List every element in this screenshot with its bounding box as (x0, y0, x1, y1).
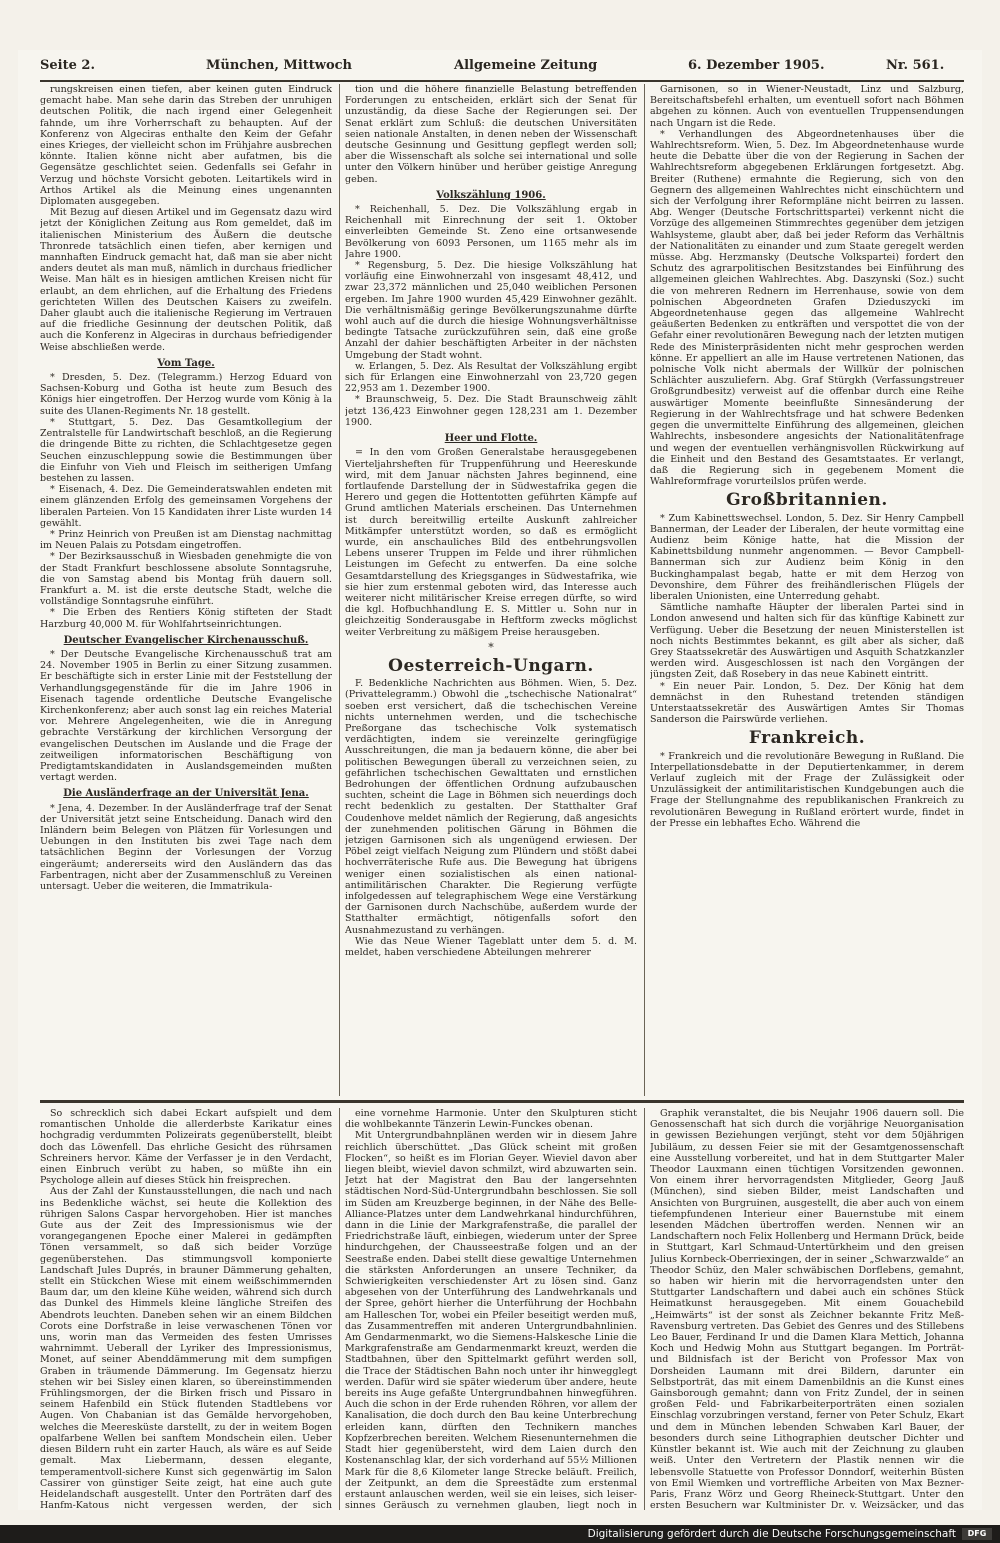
upper-column-3 (650, 84, 964, 1096)
feuilleton-text: Graphik veranstaltet, die bis Neujahr 1906 dauern soll. Die Genossenschaft hat sich durch die vorjährige Neuorganisation in gewissen Beziehungen verjüngt, steht vor dem 50jährigen Jubiläum, zu dessen Feier sie mit der Gesamtgenossenschaft eine Ausstellung vorbereitet, und hat in dem Stuttgarter Maler Theodor Lauxmann einen tüchtigen Vorsitzenden gewonnen. Von einem ihrer hervorragendsten Mitglieder, Georg Jauß (München), sind sieben Bilder, meist Landschaften und Ansichten von Burgruinen, ausgestellt, die aber auch von einem tiefempfundenen Interieur einer Bauernstube mit einem lesenden Mädchen übertroffen werden. Nennen wir an Landschaftern noch Felix Hollenberg und Hermann Drück, beide in Stuttgart, Karl Schmaud-Untertürkheim und den greisen Julius Kornbeck-Oberriexingen, der in seiner „Schwarzwalde“ an Theodor Schüz, den Maler schwäbischen Dorflebens, gemahnt, so haben wir hierin mit die hervorragendsten unter den Stuttgarter Landschaftern und dabei auch ein schönes Stück Heimatkunst herausgegeben. Mit einem Gouachebild „Heimwärts“ ist der sonst als Zeichner bekannte Fritz Meß-Ravensburg vertreten. Das Gebiet des Genres und des Stillebens Leo Bauer, Ferdinand Ir und die Damen Klara Mettich, Johanna Koch und Hedwig Mohn aus Stuttgart begangen. Im Porträt- und Bildnisfach ist der Bericht von Professor Max von Dorsheiden Laumann mit drei Bildern, darunter ein Selbstporträt, das mit einem Damenbildnis an die Kunst eines Gainsborough gemahnt; dann von Fritz Zundel, der in seinen großen Feld- und Fabrikarbeiterporträten einen sozialen Einschlag vorzubringen verstand, ferner von Peter Schulz, Ekart und dem in München lebenden Schwaben Karl Bauer, der besonders durch seine Lithographien deutscher Dichter und Künstler bekannt ist. Wie auch mit der Zeichnung zu glauben weiß. Unter den Vertretern der Plastik nennen wir die lebensvolle Statuette von Professor Donndorf, weiterhin Büsten von Emil Wiemken und vortreffliche Arbeiten von Max Bezner-Paris, Franz Wörz und Georg Rheineck-Stuttgart. Unter den ersten Besuchern war Kultminister Dr. v. Weizsäcker, und das (650, 1108, 964, 1510)
section-heading: Heer und Flotte. (444, 433, 538, 445)
news-item: * Regensburg, 5. Dez. Die hiesige Volkszählung hat vorläufig eine Einwohnerzahl von insgesamt 48,412, und zwar 23,372 männlichen und 25,040 weiblichen Personen ergeben. Im Jahre 1900 wurden 45,429 Einwohner gezählt. Die verhältnismäßig geringe Bevölkerungszunahme dürfte wohl auch auf die durch die hiesige Wohnungsverhältnisse bedingte Tatsache zurückzuführen sein, daß eine große Anzahl der dahier beschäftigten Arbeiter in der nächsten Umgebung der Stadt wohnt. (345, 260, 637, 361)
news-item: * Verhandlungen des Abgeordnetenhauses über die Wahlrechtsreform. Wien, 5. Dez. Im Abgeordnetenhause wurde heute die Debatte über die von der Regierung in Sachen der Wahlrechtsreform abgegebenen Erklärungen fortgesetzt. Abg. Breiter (Ruthene) ermahnte die Regierung, sich von den Gegnern des allgemeinen Wahlrechtes nicht einschüchtern und sich der Verfolgung ihrer Reformpläne nicht beirren zu lassen. Abg. Wenger (Deutsche Fortschrittspartei) verkennt nicht die Vorzüge des allgemeinen Stimmrechtes gegenüber dem jetzigen Wahlsysteme, glaubt aber, daß bei jeder Reform das Verhältnis der Nationalitäten zu einander und zum Staate geregelt werden müsse. Abg. Herzmansky (Deutsche Volkspartei) fordert den Schutz des agrarpolitischen Besitzstandes bei Einführung des allgemeinen gleichen Wahlrechtes. Abg. Daszynski (Soz.) sucht die von mehreren Rednern im Herrenhause, sowie von dem polnischen Abgeordneten Grafen Dzieduszycki im Abgeordnetenhause gegen das allgemeine Wahlrecht geäußerten Bedenken zu entkräften und verspottet die von der Gefahr einer revolutionären Bewegung nach der letzten mutigen Rede des Ministerpräsidenten nicht mehr gesprochen werden könne. Er appelliert an alle im Hause vertretenen Nationen, das polnische Volk nicht abermals der Willkür der polnischen Schlächter auszuliefern. Abg. Graf Stürgkh (Verfassungstreuer Großgrundbesitz) verweist auf die offenbar durch eine Reihe auswärtiger Momente beeinflußte Sinnesänderung der Regierung in der Wahlrechtsfrage und hat schwere Bedenken gegen die unvermittelte Einführung des allgemeinen, gleichen Wahlrechts, insbesondere angesichts der Nationalitätenfrage und wegen der eventuellen verhängnisvollen Rückwirkung auf die Einheit und den Bestand des Gesamtstaates. Er verlangt, daß die Regierung sich in gegebenem Moment die Wahlreformfrage vorurteilslos prüfen werde. (650, 128, 964, 488)
section-heading: Die Ausländerfrage an der Universität Jena. (63, 788, 309, 800)
article-text: Mit Bezug auf diesen Artikel und im Gegensatz dazu wird jetzt der Königlichen Zeitung aus Rom gemeldet, daß im italienischen Ministerium des Äußern die deutsche Thronrede tatsächlich einen tiefen, aber kernigen und mannhaften Eindruck gemacht hat, daß man sie aber nicht anders deutet als man muß, nämlich in durchaus friedlicher Weise. Man hält es in hiesigen amtlichen Kreisen nicht für erlaubt, an dem ehrlichen, auf die Erhaltung des Friedens gerichteten Willen des Deutschen Kaisers zu zweifeln. Daher glaubt auch die italienische Regierung im Vertrauen auf die friedliche Gesinnung der deutschen Politik, daß auch die Konferenz in Algeciras in durchaus befriedigender Weise abschließen werde. (40, 207, 332, 353)
place-day: München, Mittwoch (206, 58, 353, 73)
masthead: Allgemeine Zeitung (454, 58, 598, 73)
section-heading: Vom Tage. (157, 357, 215, 369)
news-item: * Ein neuer Pair. London, 5. Dez. Der König hat dem demnächst in den Ruhestand tretenden ständigen Unterstaatssekretär des Auswärtigen Amtes Sir Thomas Sanderson die Pairswürde verliehen. (650, 680, 964, 726)
lower-column-2 (345, 1108, 637, 1510)
article-text: Garnisonen, so in Wiener-Neustadt, Linz und Salzburg, Bereitschaftsbefehl erhalten, um eventuell sofort nach Böhmen abgehen zu können. Auch von eventuellen Truppensendungen nach Ungarn ist die Rede. (650, 84, 964, 129)
news-item: * Der Bezirksausschuß in Wiesbaden genehmigte die von der Stadt Frankfurt beschlossene absolute Sonntagsruhe, die von Samstag abend bis Montag früh dauern soll. Frankfurt a. M. ist die erste deutsche Stadt, welche die vollständige Sonntagsruhe einführt. (40, 551, 332, 608)
header-rule (40, 80, 964, 82)
news-item: = In den vom Großen Generalstabe herausgegebenen Vierteljahrsheften für Truppenführung und Heereskunde wird, mit dem Januar nächsten Jahres beginnend, eine fortlaufende Darstellung der in Südwestafrika gegen die Herero und gegen die Hottentotten geführten Kämpfe auf Grund amtlichen Materials erscheinen. Das Unternehmen ist durch bereitwillig erteilte Auskunft zahlreicher Mitkämpfer unterstützt worden, so daß es ermöglicht wurde, ein anschauliches Bild des entbehrungsvollen Lebens unserer Truppen im Felde und ihrer rühmlichen Leistungen im Gefecht zu entwerfen. Da eine solche Gesamtdarstellung des Kriegsganges in Südwestafrika, wie sie hier zum erstenmal geboten wird, das Interesse auch weiterer nicht militärischer Kreise erregen dürfte, so wird die kgl. Hofbuchhandlung E. S. Mittler u. Sohn nur in gleichzeitig Sonderausgabe in Heftform zwecks möglichst weiter Verbreitung zu mäßigem Preise herausgeben. (345, 447, 637, 638)
issue-date: 6. Dezember 1905. (688, 58, 825, 73)
news-item: * Frankreich und die revolutionäre Bewegung in Rußland. Die Interpellationsdebatte in der Deputiertenkammer, in derem Verlauf zugleich mit der Frage der Zulässigkeit oder Unzulässigkeit der antimilitaristischen Kundgebungen auch die Frage der Stellungnahme des republikanischen Frankreich zu revolutionären Bewegung in Rußland erörtert wurde, findet in der Presse ein lebhaftes Echo. Während die (650, 750, 964, 829)
news-item: * Stuttgart, 5. Dez. Das Gesamtkollegium der Zentralstelle für Landwirtschaft beschloß, an die Regierung die dringende Bitte zu richten, die Schlachtgesetze gegen Seuchen einzuschleppung sowie die Bestimmungen über die Einfuhr von Vieh und Fleisch im seitherigen Umfang bestehen zu lassen. (40, 416, 332, 484)
news-item: * Der Deutsche Evangelische Kirchenausschuß trat am 24. November 1905 in Berlin zu einer Sitzung zusammen. Er beschäftigte sich in erster Linie mit der Feststellung der Verhandlungsgegenstände für die im Jahre 1906 in Eisenach tagende ordentliche Deutsche Evangelische Kirchenkonferenz; aber auch sonst lag ein reiches Material vor. Mehrere Angelegenheiten, wie die in Anregung gebrachte Verstärkung der kirchlichen Versorgung der evangelischen Deutschen im Auslande und die Frage der zeitweiligen informatorischen Beschäftigung von Predigtamtskandidaten in Auslandsgemeinden mußten vertagt werden. (40, 648, 332, 784)
page-header (40, 58, 964, 80)
news-item: * Zum Kabinettswechsel. London, 5. Dez. Sir Henry Campbell Bannerman, der Leader der Liberalen, der heute vormittag eine Audienz beim Könige hatte, hat die Mission der Kabinettsbildung nunmehr angenommen. — Bevor Campbell-Bannerman sich zur Audienz beim König in den Buckinghampalast begab, hatte er mit dem Herzog von Devonshire, dem Führer des freihändlerischen Flügels der liberalen Unionisten, eine Unterredung gehabt. (650, 512, 964, 602)
article-text: tion und die höhere finanzielle Belastung betreffenden Forderungen zu entscheiden, erklärt sich der Senat für unzuständig, da diese Sache der Regierungen sei. Der Senat erklärt zum Schluß: die deutschen Universitäten seien nationale Anstalten, in denen neben der Wissenschaft deutsche Gesinnung und Gesittung gepflegt werden soll; aber die Wissenschaft als solche sei international und solle unter den Völkern hinüber und herüber geistige Anregung geben. (345, 84, 637, 185)
footer-credit: Digitalisierung gefördert durch die Deutsche Forschungsgemeinschaft (587, 1528, 956, 1540)
feuilleton-rule (40, 1100, 964, 1103)
news-item: Wie das Neue Wiener Tageblatt unter dem 5. d. M. meldet, haben verschiedene Abteilungen mehrerer (345, 935, 637, 959)
digitization-footer (0, 1525, 1000, 1543)
lower-column-1 (40, 1108, 332, 1510)
news-item: * Reichenhall, 5. Dez. Die Volkszählung ergab in Reichenhall mit Einrechnung der seit 1. Oktober einverleibten Gemeinde St. Zeno eine ortsanwesende Bevölkerung von 6093 Personen, um 1165 mehr als im Jahre 1900. (345, 204, 637, 260)
feuilleton-text: eine vornehme Harmonie. Unter den Skulpturen sticht die wohlbekannte Tänzerin Lewin-Funckes obenan. (345, 1108, 637, 1131)
news-item: * Eisenach, 4. Dez. Die Gemeinderatswahlen endeten mit einem glänzenden Erfolg des gemeinsamen Vorgehens der liberalen Parteien. Von 15 Kandidaten ihrer Liste wurden 14 gewählt. (40, 484, 332, 529)
feuilleton-text: So schrecklich sich dabei Eckart aufspielt und dem romantischen Unholde die allerderbste Karikatur eines hochgradig verdummten Polizeirats gegenüberstellt, bleibt doch das Löwenfell. Das ehrliche Gesicht des rührsamen Schreiners hervor. Käme der Verfasser je in den Verdacht, einen Einbruch verübt zu haben, so müßte ihn ein Psychologe allein auf dieses Stück hin freisprechen. (40, 1108, 332, 1187)
separator-asterisk: * (488, 640, 494, 654)
upper-column-2 (345, 84, 637, 1096)
news-item: w. Erlangen, 5. Dez. Als Resultat der Volkszählung ergibt sich für Erlangen eine Einwohnerzahl von 23,720 gegen 22,953 am 1. Dezember 1900. (345, 360, 637, 395)
column-divider (644, 84, 645, 1096)
news-item: * Jena, 4. Dezember. In der Ausländerfrage traf der Senat der Universität jetzt seine Entscheidung. Danach wird den Inländern beim Belegen von Plätzen für Vorlesungen und Uebungen in den Instituten bis zwei Tage nach dem tatsächlichen Beginn der Vorlesungen der Vorzug eingeräumt; andererseits wird den Ausländern das das Farbentragen, nicht aber der Zusammenschluß zu Vereinen untersagt. Ueber die weiteren, die Immatrikula- (40, 802, 332, 893)
feuilleton-text: Mit Untergrundbahnplänen werden wir in diesem Jahre reichlich überschüttet. „Das Glück scheint mit großen Flocken“, so heißt es im Florian Geyer. Wieviel davon aber liegen bleibt, wieviel davon schmilzt, wird abzuwarten sein. Jetzt hat der Magistrat den Bau der langersehnten städtischen Nord-Süd-Untergrundbahn beschlossen. Sie soll im Süden am Kreuzberge beginnen, in der Nähe des Belle-Alliance-Platzes unter dem Landwehrkanal hindurchführen, dann in die Linie der Markgrafenstraße, die parallel der Friedrichstraße läuft, einbiegen, wiederum unter der Spree hindurchgehen, der Chausseestraße folgen und an der Seestraße enden. Dabei stellt diese gewaltige Unternehmen die stärksten Anforderungen an unsere Techniker, da Schwierigkeiten verschiedenster Art zu lösen sind. Ganz abgesehen von der Unterführung des Landwehrkanals und der Spree, gehört hierher die Unterführung der Hochbahn am Halleschen Tor, wobei ein Pfeiler beseitigt werden muß, das Zusammentreffen mit anderen Untergrundbahnlinien. Am Gendarmenmarkt, wo die Siemens-Halskesche Linie die Markgrafenstraße am Gendarmenmarkt kreuzt, werden die Stadtbahnen, über den Spittelmarkt geführt werden soll, die Trace der Städtischen Bahn noch unter ihr hinwegglegt werden. Dafür wird sie später wiederum über andere, heute bereits ins Auge gefaßte Untergrundbahnen hinwegführen. Auch die schon in der Erde ruhenden Röhren, vor allem der Kanalisation, die doch durch den Bau keine Unterbrechung erleiden kann, dürften den Technikern manches Kopfzerbrechen bereiten. Welchem Riesenunternehmen die Stadt hier gegenübersteht, wird dem Laien durch den Kostenanschlag klar, der sich vorderhand auf 55½ Millionen Mark für die 8,6 Kilometer lange Strecke beläuft. Freilich, der Zeitpunkt, an dem die Spreestädte zum erstenmal erstaunt anlauschen werden, weil sie ein leises, sich leiser-sinnes Geräusch zu vernehmen glauben, liegt noch in (345, 1130, 637, 1510)
country-heading: Großbritannien. (726, 490, 888, 511)
section-heading: Volkszählung 1906. (436, 189, 546, 201)
section-heading: Deutscher Evangelischer Kirchenausschuß. (63, 634, 309, 646)
news-item: * Prinz Heinrich von Preußen ist am Dienstag nachmittag im Neuen Palais zu Potsdam eingetroffen. (40, 528, 332, 552)
dfg-logo: DFG (962, 1528, 992, 1540)
country-heading: Oesterreich-Ungarn. (388, 655, 594, 676)
news-item: * Braunschweig, 5. Dez. Die Stadt Braunschweig zählt jetzt 136,423 Einwohner gegen 128,231 am 1. Dezember 1900. (345, 394, 637, 428)
news-item: * Die Erben des Rentiers König stifteten der Stadt Harzburg 40,000 M. für Wohlfahrtseinrichtungen. (40, 607, 332, 630)
news-item: Sämtliche namhafte Häupter der liberalen Partei sind in London anwesend und halten sich für das künftige Kabinett zur Verfügung. Ueber die Besetzung der neuen Ministerstellen ist noch nichts Bestimmtes bekannt, es gilt aber als sicher, daß Grey Staatssekretär des Auswärtigen und Asquith Schatzkanzler werden wird. Ausgeschlossen ist nach den Vorgängen der jüngsten Zeit, daß Rosebery in das neue Kabinett eintritt. (650, 602, 964, 681)
country-heading: Frankreich. (748, 728, 866, 749)
upper-column-1 (40, 84, 332, 1096)
column-divider (339, 84, 340, 1096)
column-divider (644, 1108, 645, 1510)
feuilleton-text: Aus der Zahl der Kunstausstellungen, die nach und nach ins Bedenkliche wächst, sei heute die Kollektion des rührigen Salons Caspar hervorgehoben. Hier ist manches Gute aus der Zeit des Impressionismus wie der vorangegangenen Epoche einer Malerei in gedämpften Tönen versammelt, so daß sich beider Vorzüge gegenüberstehen. Das stimmungsvoll komponierte Landschaft Jules Duprés, in brauner Dämmerung gehalten, stellt ein Stückchen Wiese mit einem weißschimmernden Baum dar, um den kleine Kühe weiden, während sich durch das Dunkel des Himmels kleine längliche Streifen des Abendrots leuchten. Daneben sehen wir an einem Bildchen Corots eine Dorfstraße in leise verwaschenen Tönen vor uns, worin man das Vermeiden des festen Umrisses wahrnimmt. Ueberall der Lyriker des Impressionismus, Monet, auf seiner Abenddämmerung mit dem sumpfigen Graben in träumende Dämmerung. Im Gegensatz hierzu stehen wir bei Sisley einen klaren, so übereinstimmenden Frühlingsmorgen, der die Birken frisch und Pissaro in seinem Hafenbild ein Stück flutenden Stadtlebens vor Augen. Von Chabanian ist das Gemälde hervorgehoben, welches die Meeresküste darstellt, zu der in weitem Bogen opalfarbene Wellen bei sanftem Mondschein eilen. Ueber diesen Bildern ruht ein zarter Hauch, als wäre es auf Seide gemalt. Max Liebermann, dessen elegante, temperamentvoll-sichere Kunst sich gegenwärtig im Salon Cassirer von günstiger Seite zeigt, hat eine auch gute Heidelandschaft ausgestellt. Unter den Porträten darf des Hanfm-Katous nicht vergessen werden, der sich (40, 1186, 332, 1510)
article-text: rungskreisen einen tiefen, aber keinen guten Eindruck gemacht habe. Man sehe darin das Streben der unruhigen deutschen Politik, die nach irgend einer Gelegenheit fahnde, um ihre Vorherrschaft zu behaupten. Auf der Konferenz von Algeciras enthalte den Keim der Gefahr eines Krieges, der vielleicht schon im Frühjahre ausbrechen könnte. Italien könne nicht aber aufatmen, bis die Gegensätze geschlichtet seien. Gedenfalls sei Gefahr in Verzug und höchste Vorsicht geboten. Leitartikels wird in Arthos Artikel als die Meinung eines ungenannten Diplomaten ausgegeben. (40, 84, 332, 208)
lower-column-3 (650, 1108, 964, 1510)
issue-number: Nr. 561. (886, 58, 945, 73)
news-item: F. Bedenkliche Nachrichten aus Böhmen. Wien, 5. Dez. (Privattelegramm.) Obwohl die „tschechische Nationalrat“ soeben erst versichert, daß die tschechischen Vereine nichts unternehmen werden, und die tschechische Preßorgane das tschechische Volk systematisch verdächtigten, indem sie vereinzelte geringfügige Ausschreitungen, die man ja bedauern könne, die aber bei politischen Bewegungen überall zu verzeichnen seien, zu gefährlichen tschechischen Gewalttaten und ernstlichen Bedrohungen der öffentlichen Ordnung aufzubauschen suchten, scheint die Lage in Böhmen sich neuerdings doch recht bedenklich zu gestalten. Der Statthalter Graf Coudenhove meldet nämlich der Regierung, daß angesichts der zunehmenden politischen Gärung in Böhmen die jetzigen Garnisonen sich als ungenügend erwiesen. Der Pöbel zeigt vielfach Neigung zum Plündern und stößt dabei hochverräterische Rufe aus. Die Bewegung hat übrigens weniger einen sozialistischen als einen national-antimilitärischen Charakter. Die Regierung verfügte infolgedessen auf telegraphischem Wege eine Verstärkung der Garnisonen durch Nachschübe, außerdem wurde der Statthalter ermächtigt, nötigenfalls sofort den Ausnahmezustand zu verhängen. (345, 678, 637, 936)
page-number: Seite 2. (40, 58, 95, 73)
news-item: * Dresden, 5. Dez. (Telegramm.) Herzog Eduard von Sachsen-Koburg und Gotha ist heute zum Besuch des Königs hier eingetroffen. Der Herzog wurde vom König à la suite des Ulanen-Regiments Nr. 18 gestellt. (40, 372, 332, 417)
column-divider (339, 1108, 340, 1510)
